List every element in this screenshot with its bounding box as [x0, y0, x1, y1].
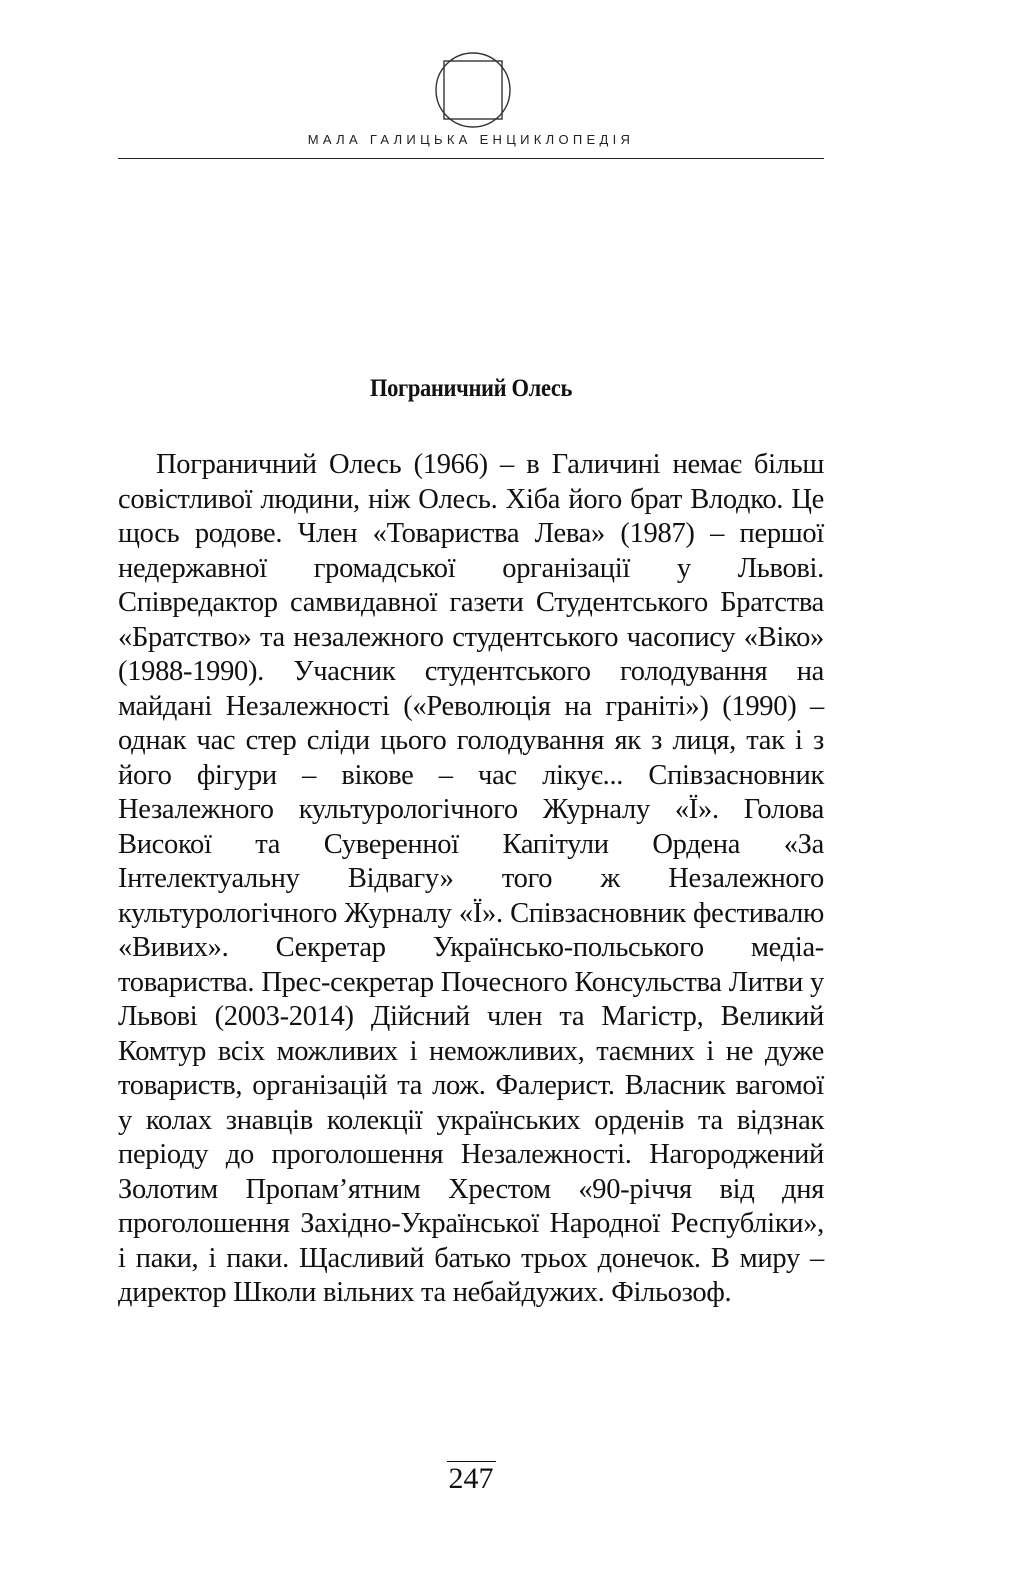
- page-number: [118, 1462, 824, 1496]
- article-body: Пограничний Олесь (1966) – в Галичині немає більш совістливої людини, ніж Олесь. Хіба його брат Влодко. Це щось родове. Член «Товариства Лева» (1987) – першої недержавної громадської організації у Львові. Співредактор самвидавної газети Студентського Братства «Братство» та незалежного студентського часопису «Віко» (1988-1990). Учасник студентського голодування на майдані Незалежності («Революція на граніті») (1990) – однак час стер сліди цього голодування як з лиця, так і з його фігури – вікове – час лікує... Співзасновник Незалежного культурологічного Журналу «Ї». Голова Високої та Суверенної Капітули Ордена «За Інтелектуальну Відвагу» того ж Незалежного культурологічного Журналу «Ї». Співзасновник фестивалю «Вивих». Секретар Українсько-польського медіа-товариства. Прес-секретар Почесного Консульства Литви у Львові (2003-2014) Дійсний член та Магістр, Великий Комтур всіх можливих і неможливих, таємних і не дуже товариств, організацій та лож. Фалерист. Власник вагомої у колах знавців колекції українських орденів та відзнак періоду до проголошення Незалежності. Нагороджений Золотим Пропам’ятним Хрестом «90-річчя від дня проголошення Західно-Української Народної Республіки», і паки, і паки. Щасливий батько трьох донечок. В миру – директор Школи вільних та небайдужих. Фільозоф.: [118, 449, 824, 1308]
- circle-square-emblem-icon: [433, 50, 513, 130]
- page-number-value: 247: [448, 1462, 494, 1495]
- header-rule: [118, 158, 824, 159]
- article-title: Пограничний Олесь: [369, 375, 573, 402]
- running-header-title: МАЛА ГАЛИЦЬКА ЕНЦИКЛОПЕДІЯ: [307, 132, 635, 147]
